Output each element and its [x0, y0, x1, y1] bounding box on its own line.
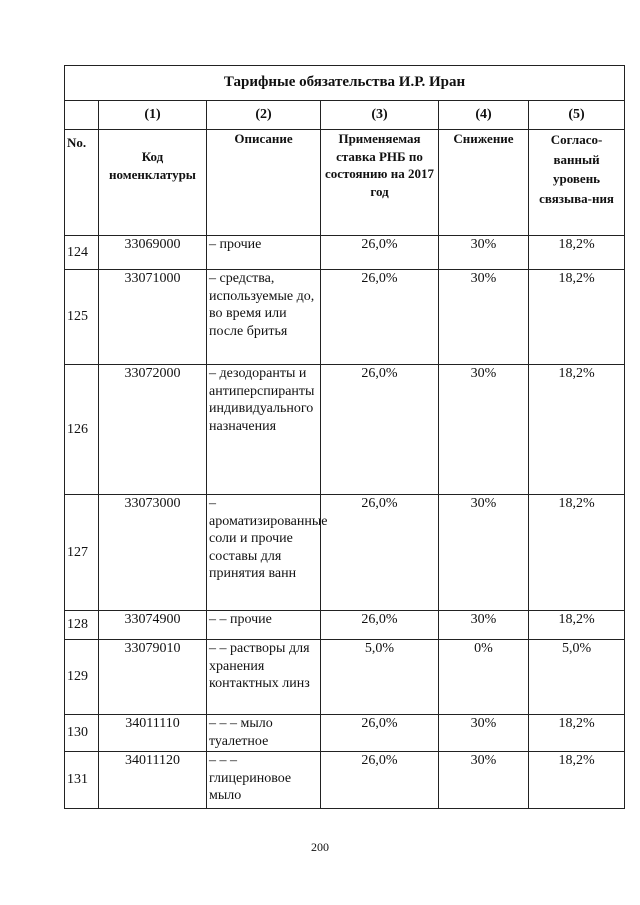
applied-rate-cell: 26,0%	[321, 365, 439, 495]
applied-rate-cell: 26,0%	[321, 270, 439, 365]
bound-level-cell: 18,2%	[529, 270, 625, 365]
code-cell: 33074900	[99, 611, 207, 640]
description-cell: – – прочие	[207, 611, 321, 640]
reduction-cell: 30%	[439, 365, 529, 495]
reduction-cell: 0%	[439, 640, 529, 715]
bound-level-cell: 18,2%	[529, 752, 625, 809]
reduction-cell: 30%	[439, 236, 529, 270]
table-row	[65, 715, 625, 752]
bound-level-cell: 18,2%	[529, 236, 625, 270]
description-cell: – средства, используемые до, во время или после бритья	[207, 270, 321, 365]
table-row	[65, 611, 625, 640]
column-number: (3)	[321, 101, 439, 130]
code-cell: 33073000	[99, 495, 207, 611]
row-number: 125	[65, 270, 99, 365]
table-body	[65, 236, 625, 809]
page-number: 200	[311, 840, 329, 854]
column-number-row	[65, 101, 625, 130]
applied-rate-cell: 26,0%	[321, 715, 439, 752]
table-row	[65, 270, 625, 365]
code-cell: 33072000	[99, 365, 207, 495]
bound-level-cell: 18,2%	[529, 715, 625, 752]
header-description: Описание	[207, 130, 321, 236]
title-row	[65, 66, 625, 101]
header-reduction: Снижение	[439, 130, 529, 236]
table-row	[65, 365, 625, 495]
column-number: (5)	[529, 101, 625, 130]
description-cell: – – – глицериновое мыло	[207, 752, 321, 809]
code-cell: 33071000	[99, 270, 207, 365]
table-row	[65, 236, 625, 270]
bound-level-cell: 18,2%	[529, 611, 625, 640]
column-number: (1)	[99, 101, 207, 130]
row-number: 130	[65, 715, 99, 752]
row-number: 126	[65, 365, 99, 495]
applied-rate-cell: 26,0%	[321, 495, 439, 611]
table-row	[65, 752, 625, 809]
applied-rate-cell: 26,0%	[321, 236, 439, 270]
row-number: 131	[65, 752, 99, 809]
header-row	[65, 130, 625, 236]
column-number: (4)	[439, 101, 529, 130]
table-title: Тарифные обязательства И.Р. Иран	[65, 66, 625, 101]
bound-level-cell: 5,0%	[529, 640, 625, 715]
tariff-table	[64, 65, 625, 809]
empty-cell	[65, 101, 99, 130]
description-cell: – – растворы для хранения контактных линз	[207, 640, 321, 715]
bound-level-cell: 18,2%	[529, 365, 625, 495]
reduction-cell: 30%	[439, 752, 529, 809]
description-cell: – дезодоранты и антиперспиранты индивидуального назначения	[207, 365, 321, 495]
description-cell: – прочие	[207, 236, 321, 270]
row-number: 129	[65, 640, 99, 715]
row-number: 127	[65, 495, 99, 611]
bound-level-cell: 18,2%	[529, 495, 625, 611]
code-cell: 33079010	[99, 640, 207, 715]
reduction-cell: 30%	[439, 495, 529, 611]
code-cell: 34011120	[99, 752, 207, 809]
column-number: (2)	[207, 101, 321, 130]
reduction-cell: 30%	[439, 270, 529, 365]
reduction-cell: 30%	[439, 715, 529, 752]
applied-rate-cell: 26,0%	[321, 611, 439, 640]
code-cell: 34011110	[99, 715, 207, 752]
description-cell: – – – мыло туалетное	[207, 715, 321, 752]
header-applied-rate: Применяемая ставка РНБ по состоянию на 2017 год	[321, 130, 439, 236]
header-code: Код номенклатуры	[99, 130, 207, 236]
applied-rate-cell: 5,0%	[321, 640, 439, 715]
header-bound-level: Согласо-ванный уровень связыва-ния	[529, 130, 625, 236]
header-no: No.	[65, 130, 99, 236]
row-number: 128	[65, 611, 99, 640]
code-cell: 33069000	[99, 236, 207, 270]
row-number: 124	[65, 236, 99, 270]
applied-rate-cell: 26,0%	[321, 752, 439, 809]
table-row	[65, 640, 625, 715]
reduction-cell: 30%	[439, 611, 529, 640]
description-cell: – ароматизированные соли и прочие составы для принятия ванн	[207, 495, 321, 611]
table-row	[65, 495, 625, 611]
